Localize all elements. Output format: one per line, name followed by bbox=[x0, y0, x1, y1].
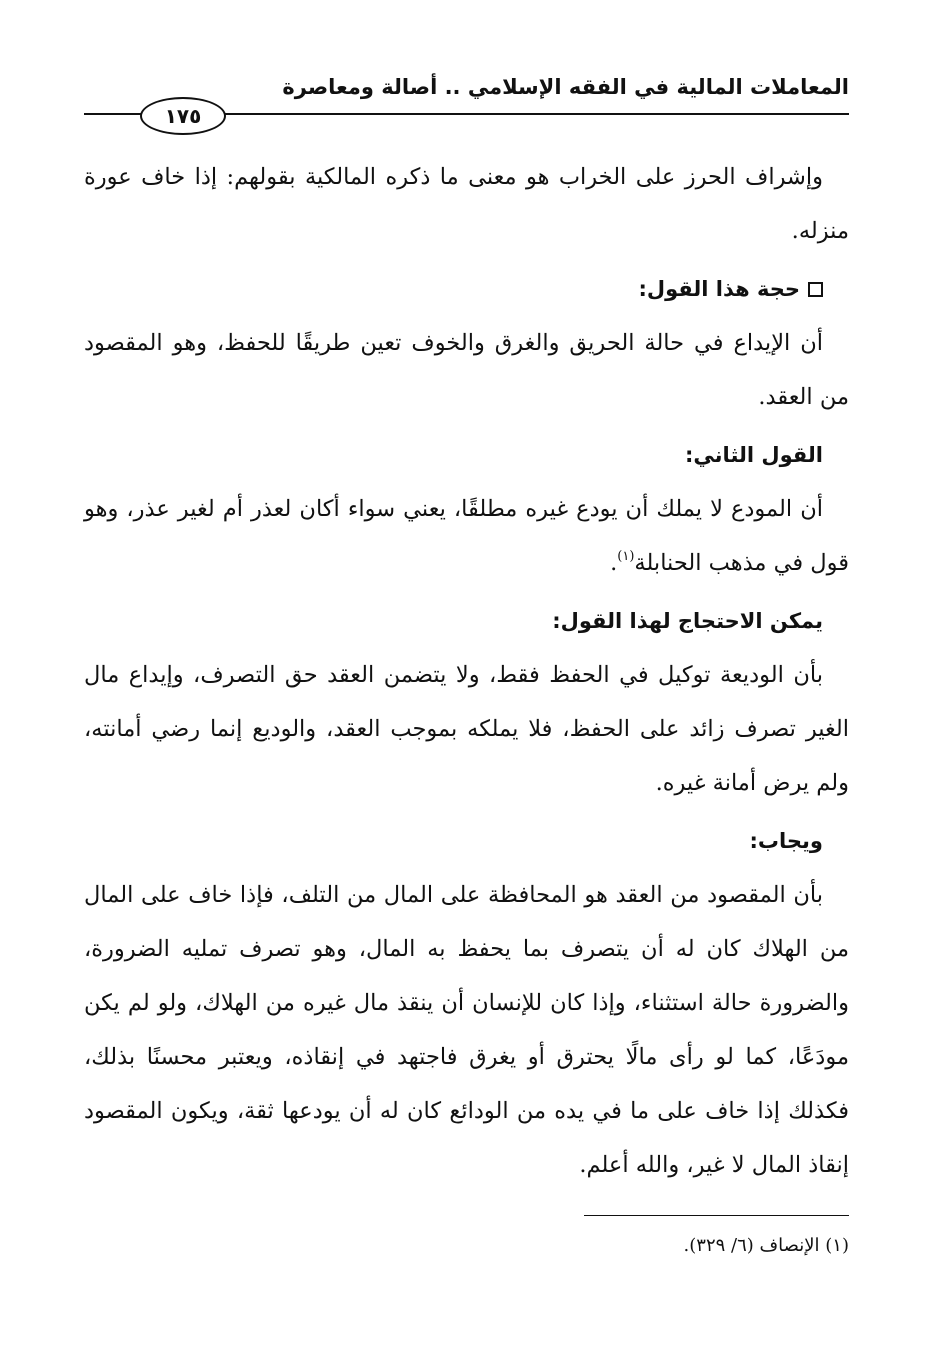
square-bullet-icon bbox=[808, 282, 823, 297]
footnote-1: (١) الإنصاف (٦/ ٣٢٩). bbox=[683, 1235, 849, 1256]
paragraph-1: وإشراف الحرز على الخراب هو معنى ما ذكره المالكية بقولهم: إذا خاف عورة منزله. bbox=[84, 164, 849, 244]
footnote-ref: (١) bbox=[617, 549, 635, 564]
heading-argument-text: حجة هذا القول: bbox=[638, 277, 800, 301]
paragraph-5: بأن المقصود من العقد هو المحافظة على المال من التلف، فإذا خاف على المال من الهلاك كان له أن يتصرف بما يحفظ به المال، وهو تصرف تمليه الضرورة، والضرورة حالة استثناء، وإذا كان للإنسان أن ينقذ مال غيره من الهلاك، ولو لم يكن مودَعًا، كما لو رأى مالًا يحترق أو يغرق فاجتهد في إنقاذه، ويعتبر محسنًا بذلك، فكذلك إذا خاف على ما في يده من الودائع كان له أن يودعها ثقة، ويكون المقصود إنقاذ المال لا غير، والله أعلم. bbox=[84, 882, 849, 1178]
footnote-rule bbox=[584, 1215, 849, 1216]
running-header: المعاملات المالية في الفقه الإسلامي .. أصالة ومعاصرة bbox=[282, 75, 849, 99]
paragraph-4: بأن الوديعة توكيل في الحفظ فقط، ولا يتضمن العقد حق التصرف، وإيداع مال الغير تصرف زائد على الحفظ، فلا يملكه بموجب العقد، والوديع إنما رضي أمانته، ولم يرض أمانة غيره. bbox=[84, 662, 849, 796]
heading-second-opinion: القول الثاني: bbox=[685, 443, 823, 467]
heading-argument bbox=[84, 262, 849, 316]
paragraph-3-text: أن المودع لا يملك أن يودع غيره مطلقًا، يعني سواء أكان لعذر أم لغير عذر، وهو قول في مذهب الحنابلة bbox=[84, 496, 849, 576]
paragraph-3-end: . bbox=[610, 550, 618, 576]
body-text bbox=[84, 150, 849, 1192]
heading-response: ويجاب: bbox=[749, 829, 823, 853]
paragraph-3 bbox=[84, 482, 849, 590]
paragraph-2: أن الإيداع في حالة الحريق والغرق والخوف تعين طريقًا للحفظ، وهو المقصود من العقد. bbox=[84, 330, 849, 410]
heading-argument-for-opinion: يمكن الاحتجاج لهذا القول: bbox=[552, 609, 823, 633]
page-number: ١٧٥ bbox=[140, 97, 226, 135]
